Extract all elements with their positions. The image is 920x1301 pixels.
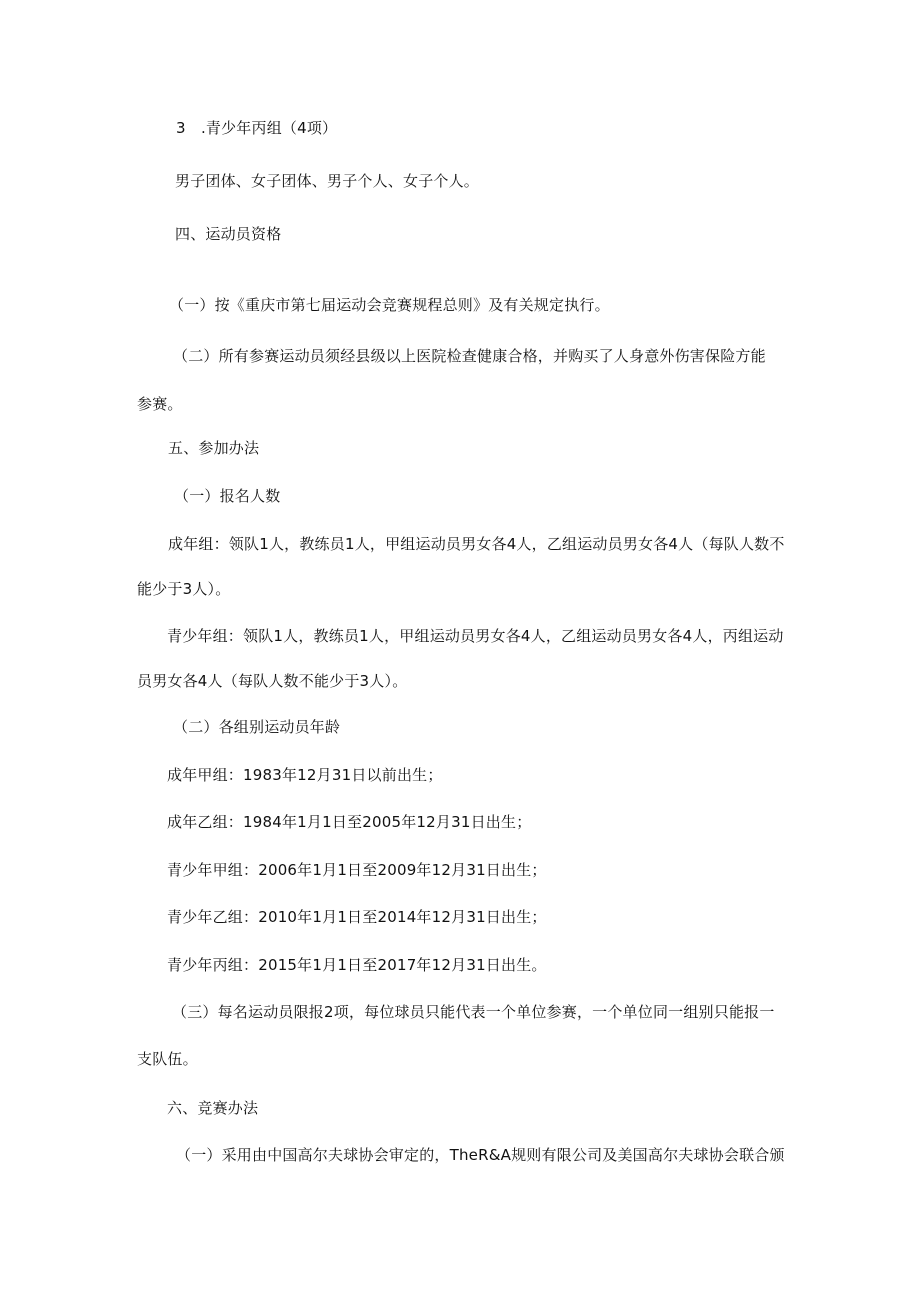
paragraph-eligibility-2: （二）所有参赛运动员须经县级以上医院检查健康合格，并购买了人身意外伤害保险方能: [173, 347, 766, 365]
paragraph-rules: （一）采用由中国高尔夫球协会审定的，TheR&A规则有限公司及美国高尔夫球协会联合颁: [176, 1146, 785, 1164]
heading-youth-group-c: 3 .青少年丙组（4项）: [176, 119, 338, 137]
paragraph-entry-limit-cont: 支队伍。: [137, 1050, 198, 1068]
paragraph-youth-group-cont: 员男女各4人（每队人数不能少于3人）。: [137, 672, 408, 690]
paragraph-adult-group-cont: 能少于3人）。: [137, 580, 231, 598]
paragraph-eligibility-1: （一）按《重庆市第七届运动会竞赛规程总则》及有关规定执行。: [169, 296, 610, 314]
paragraph-youth-group: 青少年组：领队1人，教练员1人，甲组运动员男女各4人，乙组运动员男女各4人，丙组运动: [167, 627, 784, 645]
age-youth-a: 青少年甲组：2006年1月1日至2009年12月31日出生；: [167, 861, 547, 879]
subheading-registration-count: （一）报名人数: [174, 487, 281, 505]
paragraph-entry-limit: （三）每名运动员限报2项，每位球员只能代表一个单位参赛，一个单位同一组别只能报一: [172, 1003, 775, 1021]
age-adult-a: 成年甲组：1983年12月31日以前出生；: [167, 766, 443, 784]
paragraph-adult-group: 成年组：领队1人，教练员1人，甲组运动员男女各4人，乙组运动员男女各4人（每队人数不: [168, 535, 785, 553]
section-heading-athlete-eligibility: 四、运动员资格: [175, 225, 282, 243]
event-list: 男子团体、女子团体、男子个人、女子个人。: [175, 172, 480, 190]
section-heading-competition-method: 六、竞赛办法: [167, 1099, 259, 1117]
paragraph-eligibility-2-cont: 参赛。: [137, 395, 183, 413]
age-youth-b: 青少年乙组：2010年1月1日至2014年12月31日出生；: [167, 908, 547, 926]
section-heading-participation: 五、参加办法: [168, 439, 260, 457]
age-youth-c: 青少年丙组：2015年1月1日至2017年12月31日出生。: [167, 956, 547, 974]
age-adult-b: 成年乙组：1984年1月1日至2005年12月31日出生；: [167, 813, 532, 831]
subheading-age-groups: （二）各组别运动员年龄: [173, 718, 341, 736]
